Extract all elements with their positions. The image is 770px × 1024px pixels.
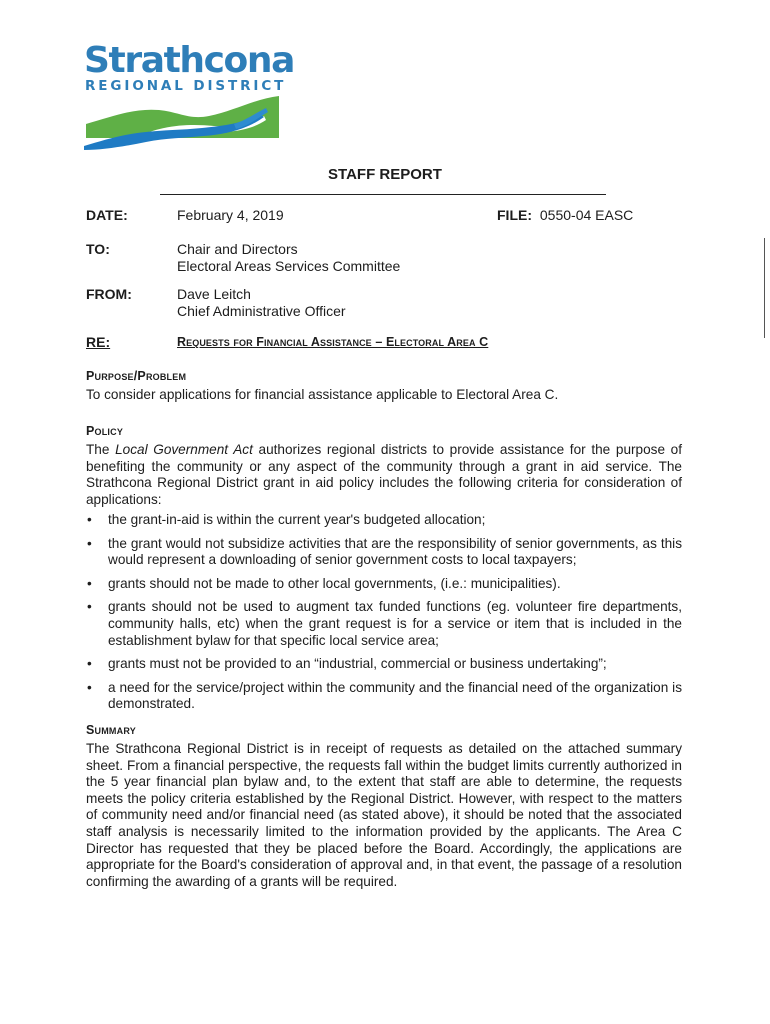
policy-intro <box>86 442 682 508</box>
file-label: FILE: <box>497 207 532 223</box>
summary-text: The Strathcona Regional District is in receipt of requests as detailed on the attached summary sheet. From a financial perspective, the requests fall within the budget limits currently authorized in the 5 year financial plan bylaw and, to the extent that staff are able to determine, the requests meets the policy criteria established by the Regional District. However, with respect to the matters of community need and/or financial need (as stated above), it should be noted that the associated staff analysis is necessarily limited to the information provided by the applicants. The Area C Director has requested that they be placed before the Board. Accordingly, the applications are appropriate for the Board's consideration of approval and, in that event, the passage of a resolution confirming the awarding of a grants will be required. <box>86 741 682 889</box>
summary-heading: Summary <box>86 723 136 737</box>
title-divider <box>160 194 606 195</box>
date-label: DATE: <box>86 207 128 223</box>
policy-heading: Policy <box>86 424 124 438</box>
to-line-2: Electoral Areas Services Committee <box>177 258 401 274</box>
policy-criteria-list <box>86 512 682 720</box>
landscape-logo-icon <box>84 94 284 150</box>
policy-criterion: • grants should not be used to augment tax funded functions (eg. volunteer fire departments, community halls, etc) when the grant request is for a service or item that is included in the establishment bylaw for that specific local service area; <box>86 599 682 649</box>
to-line-1: Chair and Directors <box>177 241 298 257</box>
file-value: 0550-04 EASC <box>539 207 634 223</box>
to-label: TO: <box>86 241 110 257</box>
file-field <box>497 207 633 224</box>
policy-criterion: • a need for the service/project within the community and the financial need of the organization is demonstrated. <box>86 680 682 713</box>
policy-criterion: • grants should not be made to other local governments, (i.e.: municipalities). <box>86 576 682 593</box>
from-line-1: Dave Leitch <box>177 286 251 302</box>
purpose-heading: Purpose/Problem <box>86 369 187 383</box>
date-value: February 4, 2019 <box>177 207 284 223</box>
purpose-text: To consider applications for financial assistance applicable to Electoral Area C. <box>86 387 559 402</box>
policy-intro-pre: The <box>86 442 116 457</box>
re-subject: Requests for Financial Assistance – Electoral Area C <box>177 335 489 349</box>
re-label: RE: <box>86 334 111 350</box>
policy-criterion: • the grant would not subsidize activities that are the responsibility of senior governments, as this would represent a downloading of senior government costs to local taxpayers; <box>86 536 682 569</box>
scan-edge-mark <box>764 238 765 338</box>
report-title: STAFF REPORT <box>328 166 442 183</box>
policy-intro-post: authorizes regional districts to provide assistance for the purpose of benefiting the community or any aspect of the community through a grant in aid service. The Strathcona Regional District grant in aid policy includes the following criteria for consideration of applications: <box>86 442 683 507</box>
policy-intro-act: Local Government Act <box>115 442 253 457</box>
policy-criterion: • grants must not be provided to an “industrial, commercial or business undertaking”; <box>86 656 682 673</box>
logo-name: Strathcona <box>84 40 295 81</box>
logo-subtitle: REGIONAL DISTRICT <box>85 78 287 94</box>
from-label: FROM: <box>86 286 132 302</box>
strathcona-logo <box>84 40 295 150</box>
policy-criterion: • the grant-in-aid is within the current year's budgeted allocation; <box>86 512 682 529</box>
from-line-2: Chief Administrative Officer <box>177 303 346 319</box>
